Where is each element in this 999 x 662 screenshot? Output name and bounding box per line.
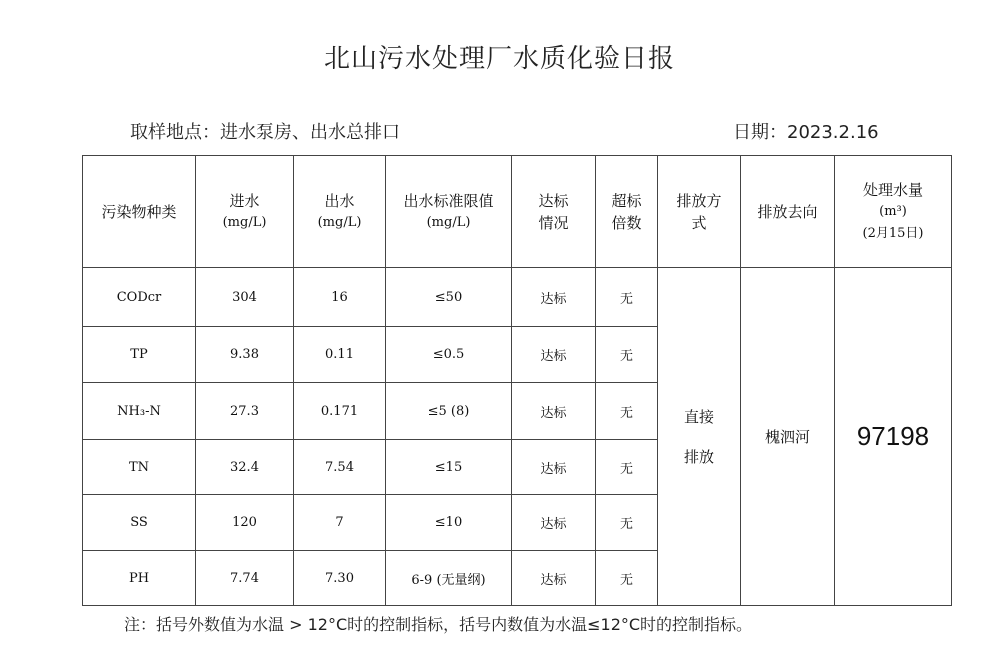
discharge-mode-cell (658, 268, 741, 606)
discharge-mode-line2: 排放 (683, 447, 714, 466)
header-discharge-direction (741, 156, 835, 268)
header-limit-label: 出水标准限值 (403, 191, 494, 210)
compliance-cell: 达标 (512, 268, 596, 327)
limit-cell: ≤0.5 (386, 327, 512, 383)
compliance-cell: 达标 (512, 440, 596, 495)
pollutant-cell: PH (83, 551, 196, 606)
header-exceed-line1: 超标 (611, 191, 642, 210)
limit-cell: ≤10 (386, 495, 512, 551)
inflow-cell: 304 (196, 268, 294, 327)
report-title: 北山污水处理厂水质化验日报 (323, 44, 675, 74)
compliance-cell: 达标 (512, 495, 596, 551)
inflow-cell: 32.4 (196, 440, 294, 495)
exceed-cell: 无 (596, 383, 658, 440)
outflow-cell: 7 (294, 495, 386, 551)
water-quality-table (82, 155, 952, 606)
header-compliance (512, 156, 596, 268)
header-row (83, 156, 952, 268)
inflow-cell: 120 (196, 495, 294, 551)
outflow-cell: 7.30 (294, 551, 386, 606)
header-exceed (596, 156, 658, 268)
header-outflow (294, 156, 386, 268)
discharge-direction-value: 槐泗河 (764, 427, 810, 446)
header-volume (835, 156, 952, 268)
pollutant-cell: TN (83, 440, 196, 495)
limit-cell: ≤15 (386, 440, 512, 495)
header-compliance-line2: 情况 (538, 213, 569, 232)
header-limit (386, 156, 512, 268)
exceed-cell: 无 (596, 268, 658, 327)
header-inflow-label: 进水 (229, 191, 260, 210)
compliance-cell: 达标 (512, 327, 596, 383)
inflow-cell: 27.3 (196, 383, 294, 440)
header-pollutant-label: 污染物种类 (101, 202, 177, 221)
header-inflow (196, 156, 294, 268)
limit-cell: 6-9 (无量纲) (386, 551, 512, 606)
pollutant-cell: CODcr (83, 268, 196, 327)
volume-cell (835, 268, 952, 606)
header-discharge-mode (658, 156, 741, 268)
limit-cell: ≤5 (8) (386, 383, 512, 440)
discharge-mode-line1: 直接 (683, 407, 714, 426)
header-inflow-unit: (mg/L) (222, 214, 267, 230)
exceed-cell: 无 (596, 495, 658, 551)
inflow-cell: 9.38 (196, 327, 294, 383)
header-outflow-unit: (mg/L) (317, 214, 362, 230)
report-date: 日期：2023.2.16 (733, 122, 879, 143)
header-discharge-direction-label: 排放去向 (757, 202, 818, 221)
exceed-cell: 无 (596, 440, 658, 495)
header-outflow-label: 出水 (324, 191, 355, 210)
outflow-cell: 7.54 (294, 440, 386, 495)
outflow-cell: 0.11 (294, 327, 386, 383)
inflow-cell: 7.74 (196, 551, 294, 606)
footnote: 注：括号外数值为水温 > 12°C时的控制指标，括号内数值为水温≤12°C时的控制指标。 (124, 615, 753, 634)
sampling-location: 取样地点：进水泵房、出水总排口 (130, 122, 400, 143)
discharge-direction-cell (741, 268, 835, 606)
outflow-cell: 0.171 (294, 383, 386, 440)
pollutant-cell: SS (83, 495, 196, 551)
header-pollutant (83, 156, 196, 268)
header-volume-label: 处理水量 (862, 180, 923, 199)
compliance-cell: 达标 (512, 383, 596, 440)
header-exceed-line2: 倍数 (611, 213, 642, 232)
volume-value: 97198 (856, 421, 930, 451)
exceed-cell: 无 (596, 327, 658, 383)
header-discharge-mode-line2: 式 (691, 213, 707, 232)
pollutant-cell: NH₃-N (83, 383, 196, 440)
pollutant-cell: TP (83, 327, 196, 383)
header-compliance-line1: 达标 (538, 191, 569, 210)
outflow-cell: 16 (294, 268, 386, 327)
header-discharge-mode-line1: 排放方 (676, 191, 722, 210)
exceed-cell: 无 (596, 551, 658, 606)
header-volume-unit: (m³) (879, 203, 907, 219)
limit-cell: ≤50 (386, 268, 512, 327)
header-volume-date: (2月15日) (862, 225, 924, 241)
table-row (83, 268, 952, 327)
compliance-cell: 达标 (512, 551, 596, 606)
header-limit-unit: (mg/L) (426, 214, 471, 230)
